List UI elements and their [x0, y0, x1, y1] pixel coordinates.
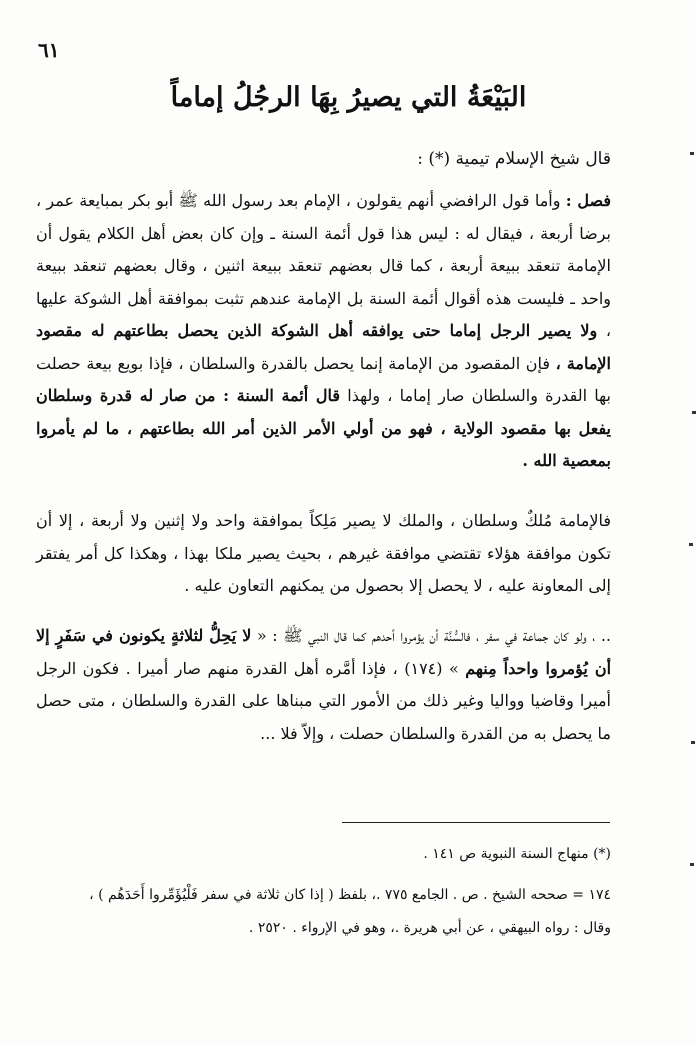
- paragraph-2: فالإمامة مُلكٌ وسلطان ، والملك لا يصير مَلِكاً بموافقة واحد ولا إثنين ولا أربعة ، إلا أن تكون موافقة هؤلاء تقتضي موافقة غيرهم ، بحيث يصير ملكا بهذا ، وهكذا كل أمر يفتقر إلى المعاونة عليه ، لا يحصل إلا بحصول من يمكنهم التعاون عليه .: [36, 511, 611, 595]
- scan-edge-mark: [690, 863, 694, 866]
- paragraph-3: [36, 620, 611, 750]
- paragraph-1: [36, 185, 611, 478]
- paragraph-1-bold-b: قال أئمة السنة : من صار له قدرة وسلطان يفعل بها مقصود الولاية ، فهو من أولي الأمر الذين أمر الله بطاعتهم ، ما لم يأمروا بمعصية الله .: [36, 386, 611, 470]
- paragraph-1-text-b: فإن المقصود من الإمامة إنما يحصل بالقدرة والسلطان ، فإذا بويع بيعة حصلت بها القدرة والسلطان صار إماما ، ولهذا: [36, 353, 611, 405]
- scan-edge-mark: [690, 152, 694, 155]
- page-number: ٦١: [38, 38, 60, 62]
- scan-edge-mark: [689, 543, 693, 546]
- footnote-divider: [342, 822, 610, 823]
- footnote-174: ١٧٤ = صححه الشيخ . ص . الجامع ٧٧٥ .، بلفظ ( إذا كان ثلاثة في سفر فَلْيُؤَمِّروا أَحَدَهُم ) ،: [89, 887, 611, 903]
- paragraph-1-bold-a: ولا يصير الرجل إماما حتى يوافقه أهل الشوكة الذين يحصل بطاعتهم له مقصود الإمامة ،: [36, 321, 611, 373]
- scan-edge-mark: [692, 411, 696, 414]
- intro-line: قال شيخ الإسلام تيمية (*) :: [417, 149, 611, 169]
- chapter-title: البَيْعَةُ التي يصيرُ بِهَا الرجُلُ إماماً: [170, 82, 527, 113]
- paragraph-1-text-a: وأما قول الرافضي أنهم يقولون ، الإمام بعد رسول الله ﷺ أبو بكر بمبايعة عمر ، برضا أربعة ، فيقال له : ليس هذا قول أئمة السنة ـ وإن كان بعض أهل الكلام يقول أن الإمامة تنعقد ببيعة أربعة ، كما قال بعضهم تنعقد ببيعة اثنين ، وقال بعضهم تنعقد ببيعة واحد ـ فليست هذه أقوال أئمة السنة بل الإمامة عندهم تثبت بموافقة أهل الشوكة عليها ،: [36, 191, 612, 340]
- paragraph-1-heading: فصل :: [565, 191, 611, 210]
- hadith-quote: لا يَحِلُّ لثلاثةٍ يكونون في سَفَرٍ إلا أن يُؤمروا واحداً مِنهم: [36, 626, 612, 678]
- scan-edge-mark: [691, 741, 695, 744]
- paragraph-3-text-a: .. ، ولو كان جماعة في سفر ، فالسُّنَّة أن يؤمروا أحدهم كما قال النبي ﷺ : «: [251, 626, 611, 645]
- footnote-174-continued: وقال : رواه البيهقي ، عن أبي هريرة .، وهو في الإرواء . ٢٥٢٠ .: [248, 920, 611, 936]
- footnote-source: (*) منهاج السنة النبوية ص ١٤١ .: [423, 846, 611, 862]
- paragraph-3-text-b: » (١٧٤) ، فإذا أمَّره أهل القدرة منهم صار أميرا . فكون الرجل أميرا وقاضيا وواليا وغير ذلك من الأمور التي مبناها على القدرة والسلطان ، متى حصل ما يحصل به من القدرة والسلطان حصلت ، وإلاّ فلا ...: [36, 658, 611, 743]
